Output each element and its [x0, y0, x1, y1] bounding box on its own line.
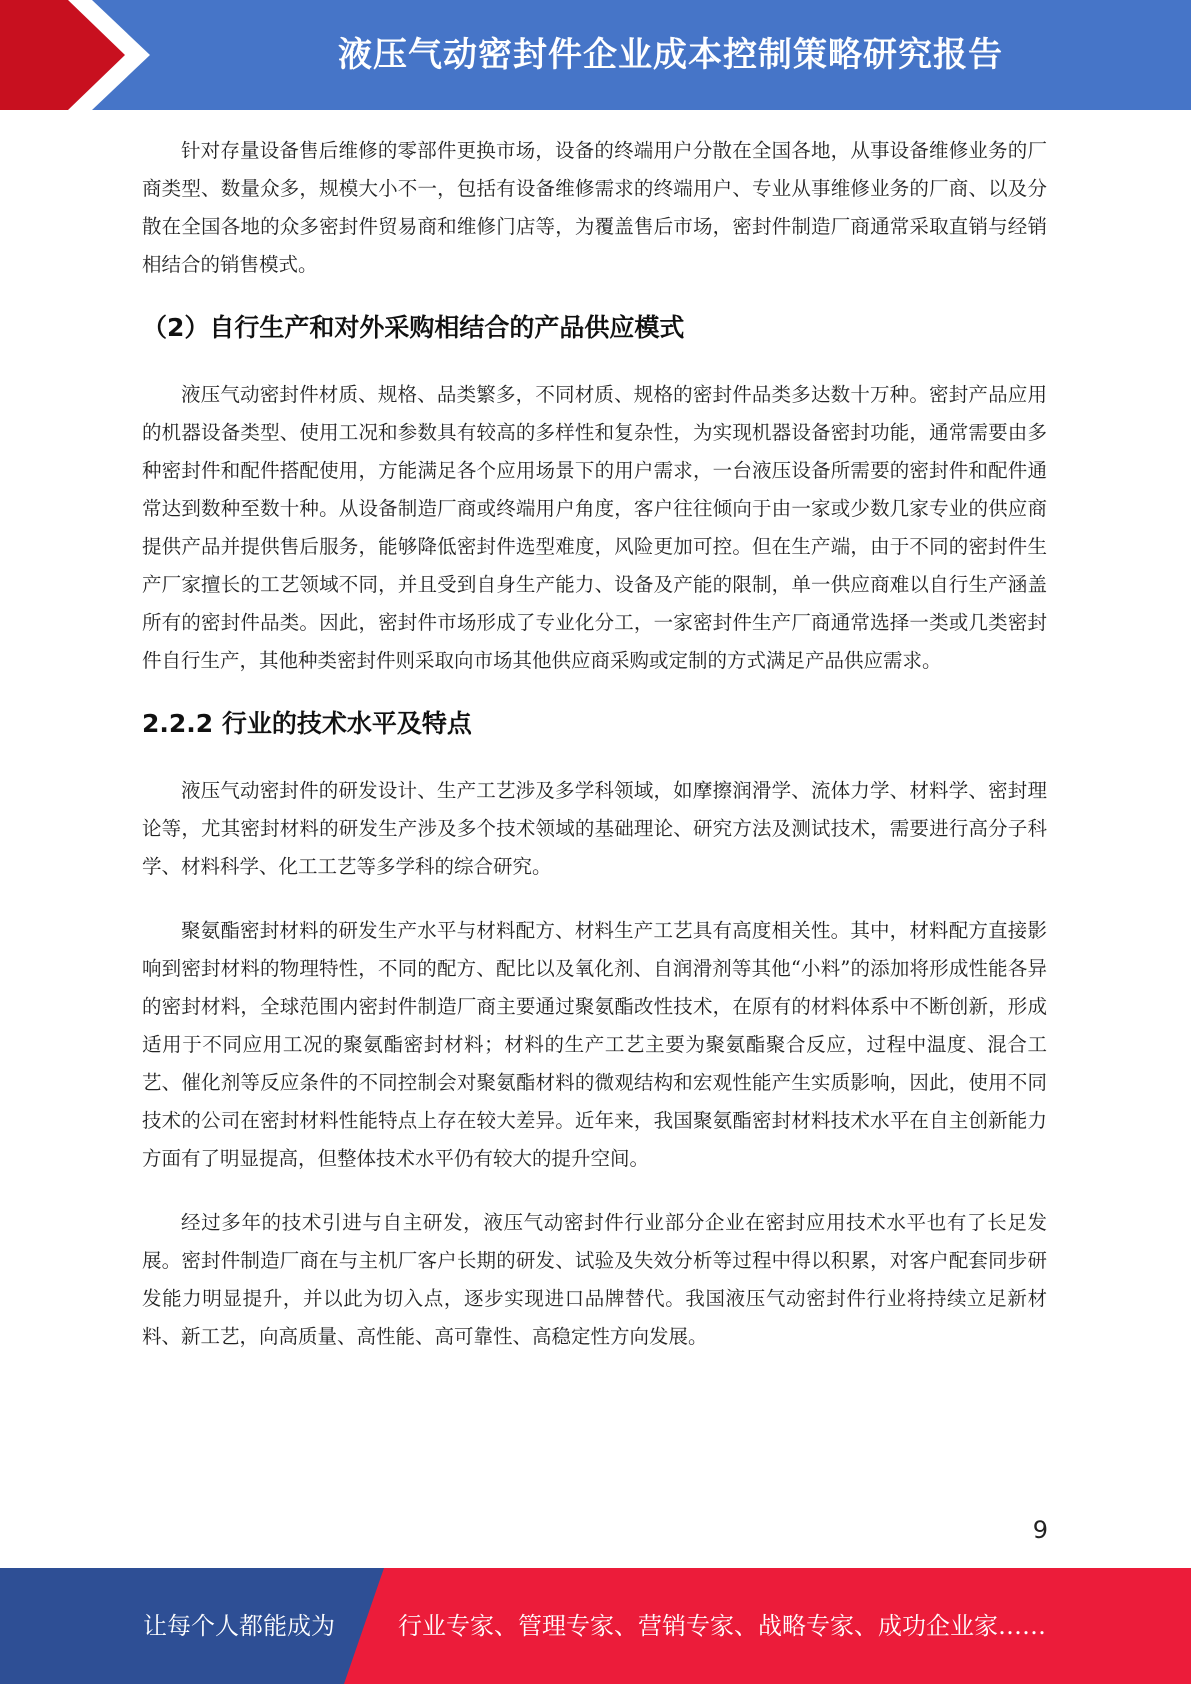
- paragraph-rd-multidiscipline: 液压气动密封件的研发设计、生产工艺涉及多学科领域，如摩擦润滑学、流体力学、材料学、密封理论等，尤其密封材料的研发生产涉及多个技术领域的基础理论、研究方法及测试技术，需要进行高分子科学、材料科学、化工工艺等多学科的综合研究。: [142, 779, 1047, 878]
- paragraph-technology-development: 经过多年的技术引进与自主研发，液压气动密封件行业部分企业在密封应用技术水平也有了长足发展。密封件制造厂商在与主机厂客户长期的研发、试验及失效分析等过程中得以积累，对客户配套同步研发能力明显提升，并以此为切入点，逐步实现进口品牌替代。我国液压气动密封件行业将持续立足新材料、新工艺，向高质量、高性能、高可靠性、高稳定性方向发展。: [142, 1211, 1047, 1348]
- report-title: 液压气动密封件企业成本控制策略研究报告: [338, 35, 1003, 75]
- footer-slogan-left: 让每个人都能成为: [143, 1612, 335, 1640]
- page-footer: [0, 1568, 1191, 1684]
- section-heading-technology-level: 2.2.2 行业的技术水平及特点: [142, 709, 472, 738]
- paragraph-supply-mode: 液压气动密封件材质、规格、品类繁多，不同材质、规格的密封件品类多达数十万种。密封产品应用的机器设备类型、使用工况和参数具有较高的多样性和复杂性，为实现机器设备密封功能，通常需要由多种密封件和配件搭配使用，方能满足各个应用场景下的用户需求，一台液压设备所需要的密封件和配件通常达到数种至数十种。从设备制造厂商或终端用户角度，客户往往倾向于由一家或少数几家专业的供应商提供产品并提供售后服务，能够降低密封件选型难度，风险更加可控。但在生产端，由于不同的密封件生产厂家擅长的工艺领域不同，并且受到自身生产能力、设备及产能的限制，单一供应商难以自行生产涵盖所有的密封件品类。因此，密封件市场形成了专业化分工，一家密封件生产厂商通常选择一类或几类密封件自行生产，其他种类密封件则采取向市场其他供应商采购或定制的方式满足产品供应需求。: [142, 383, 1047, 672]
- footer-slogan-right: 行业专家、管理专家、营销专家、战略专家、成功企业家……: [398, 1612, 1046, 1640]
- paragraph-aftermarket-sales: 针对存量设备售后维修的零部件更换市场，设备的终端用户分散在全国各地，从事设备维修业务的厂商类型、数量众多，规模大小不一，包括有设备维修需求的终端用户、专业从事维修业务的厂商、以及分散在全国各地的众多密封件贸易商和维修门店等，为覆盖售后市场，密封件制造厂商通常采取直销与经销相结合的销售模式。: [142, 139, 1047, 276]
- page-header: [0, 0, 1191, 110]
- page-number: 9: [1032, 1516, 1048, 1544]
- section-heading-supply-mode: （2）自行生产和对外采购相结合的产品供应模式: [142, 313, 685, 342]
- paragraph-polyurethane-materials: 聚氨酯密封材料的研发生产水平与材料配方、材料生产工艺具有高度相关性。其中，材料配方直接影响到密封材料的物理特性，不同的配方、配比以及氧化剂、自润滑剂等其他“小料”的添加将形成性能各异的密封材料，全球范围内密封件制造厂商主要通过聚氨酯改性技术，在原有的材料体系中不断创新，形成适用于不同应用工况的聚氨酯密封材料；材料的生产工艺主要为聚氨酯聚合反应，过程中温度、混合工艺、催化剂等反应条件的不同控制会对聚氨酯材料的微观结构和宏观性能产生实质影响，因此，使用不同技术的公司在密封材料性能特点上存在较大差异。近年来，我国聚氨酯密封材料技术水平在自主创新能力方面有了明显提高，但整体技术水平仍有较大的提升空间。: [142, 919, 1047, 1170]
- page-content: [142, 132, 1047, 1356]
